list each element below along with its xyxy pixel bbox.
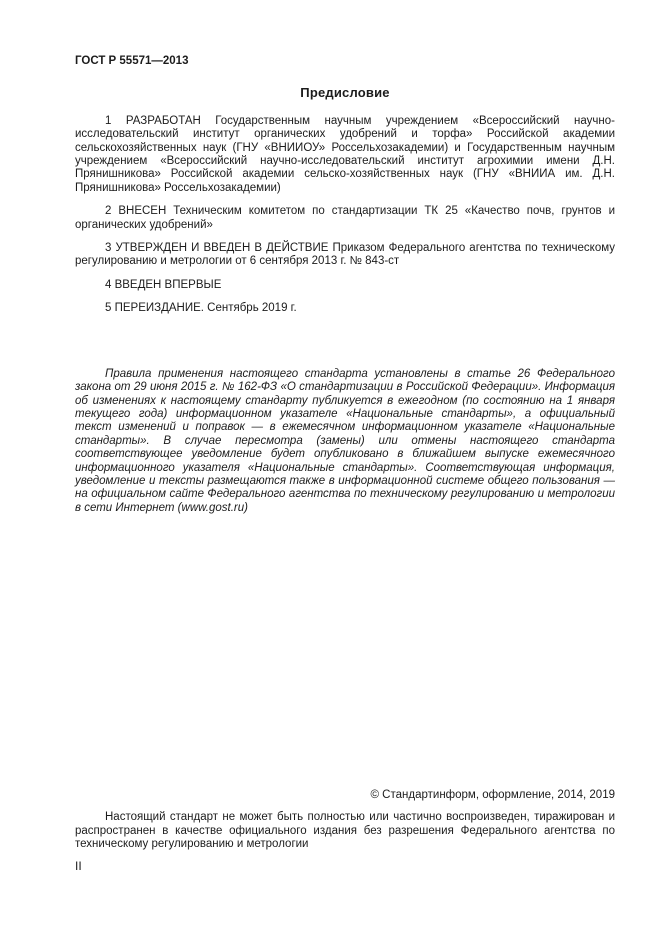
foreword-paragraph-developed: 1 РАЗРАБОТАН Государственным научным учреждением «Всероссийский научно-исследовательский институт органических удобрений и торфа» Российской академии сельскохозяйственных наук (ГНУ «ВНИИОУ» Россельхозакадемии) и Государственным научным учреждением «Всероссийский научно-исследовательский институт агрохимии имени Д.Н. Прянишникова» Российской академии сельско-хозяйственных наук (ГНУ «ВНИИА им. Д.Н. Прянишникова» Россельхозакадемии) (75, 114, 615, 194)
page-footer-block (75, 789, 615, 873)
page-number: II (75, 858, 82, 873)
foreword-paragraph-reissue: 5 ПЕРЕИЗДАНИЕ. Сентябрь 2019 г. (105, 302, 297, 315)
foreword-paragraph-introduced: 4 ВВЕДЕН ВПЕРВЫЕ (105, 278, 222, 291)
copyright-notice: © Стандартинформ, оформление, 2014, 2019 (370, 788, 615, 801)
foreword-paragraph-approved: 3 УТВЕРЖДЕН И ВВЕДЕН В ДЕЙСТВИЕ Приказом Федерального агентства по техническому регулированию и метрологии от 6 сентября 2013 г. № 843-ст (75, 242, 615, 268)
distribution-restriction-notice: Настоящий стандарт не может быть полностью или частично воспроизведен, тиражирован и распространен в качестве официального издания без разрешения Федерального агентства по техническому регулированию и метрологии (75, 811, 615, 851)
foreword-paragraph-submitted: 2 ВНЕСЕН Техническим комитетом по стандартизации ТК 25 «Качество почв, грунтов и органических удобрений» (75, 205, 615, 231)
document-number-header: ГОСТ Р 55571—2013 (75, 55, 189, 67)
legal-application-notice: Правила применения настоящего стандарта установлены в статье 26 Федерального закона от 29 июня 2015 г. № 162-ФЗ «О стандартизации в Российской Федерации». Информация об изменениях к настоящему стандарту публикуется в ежегодном (по состоянию на 1 января текущего года) информационном указателе «Национальные стандарты», а официальный текст изменений и поправок — в ежемесячном информационном указателе «Национальные стандарты». В случае пересмотра (замены) или отмены настоящего стандарта соответствующее уведомление будет опубликовано в ближайшем выпуске ежемесячного информационного указателя «Национальные стандарты». Соответствующая информация, уведомление и тексты размещаются также в информационной системе общего пользования — на официальном сайте Федерального агентства по техническому регулированию и метрологии в сети Интернет (www.gost.ru) (75, 367, 615, 514)
page-title: Предисловие (300, 85, 390, 101)
